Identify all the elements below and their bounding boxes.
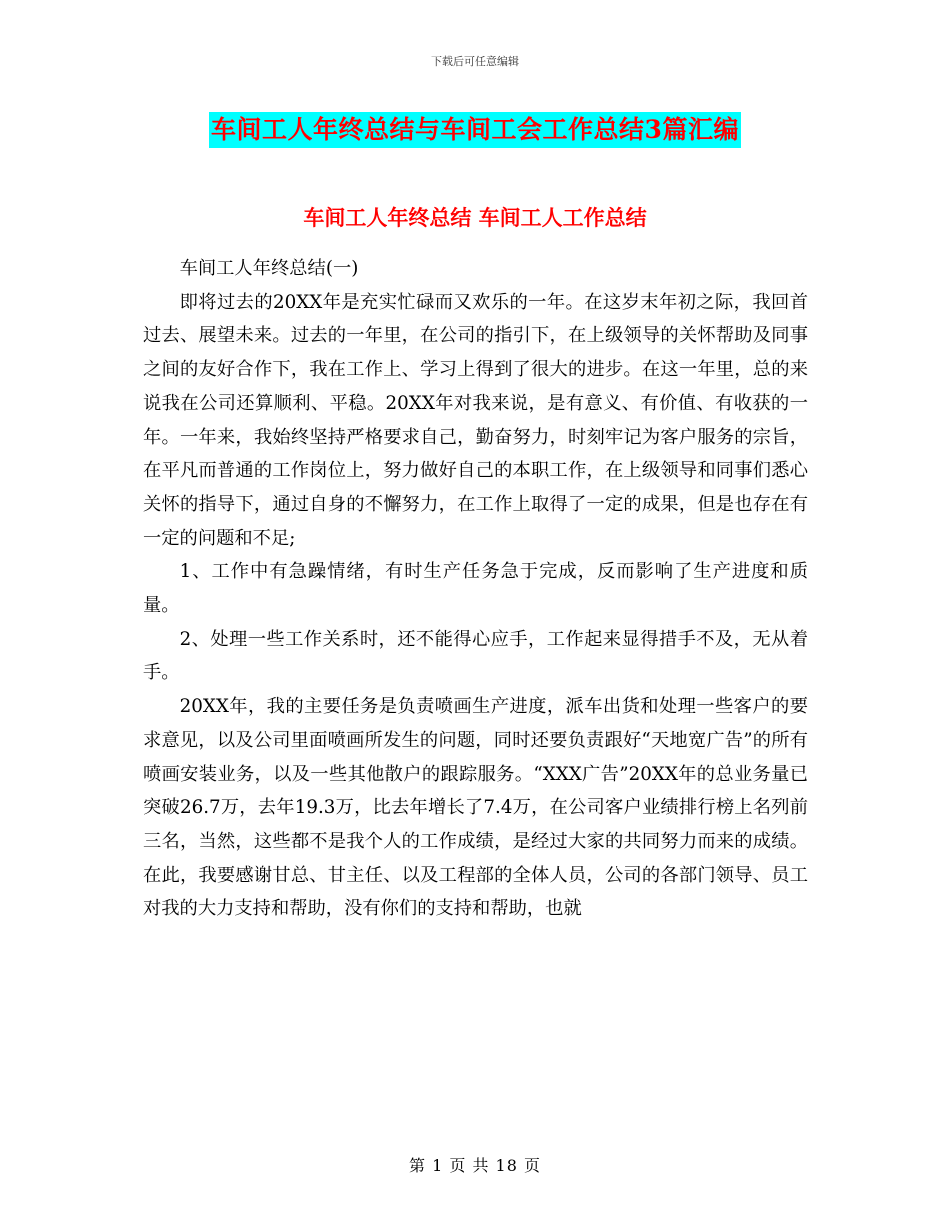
sub-title: 车间工人年终总结 车间工人工作总结 [303, 205, 647, 230]
paragraph: 2、处理一些工作关系时，还不能得心应手，工作起来显得措手不及，无从着手。 [143, 628, 808, 684]
paragraph: 20XX年，我的主要任务是负责喷画生产进度，派车出货和处理一些客户的要求意见，以及公司里面喷画所发生的问题，同时还要负责跟好“天地宽广告”的所有喷画安装业务，以及一些其他散户的跟踪服务。“XXX广告”20XX年的总业务量已突破26.7万，去年19.3万，比去年增长了7.4万，在公司客户业绩排行榜上名列前三名，当然，这些都不是我个人的工作成绩，是经过大家的共同努力而来的成绩。在此，我要感谢甘总、甘主任、以及工程部的全体人员，公司的各部门领导、员工对我的大力支持和帮助，没有你们的支持和帮助，也就 [143, 696, 808, 920]
paragraph: 1、工作中有急躁情绪，有时生产任务急于完成，反而影响了生产进度和质量。 [143, 561, 808, 617]
main-title: 车间工人年终总结与车间工会工作总结3篇汇编 [209, 112, 741, 148]
paragraph: 即将过去的20XX年是充实忙碌而又欢乐的一年。在这岁末年初之际，我回首过去、展望未来。过去的一年里，在公司的指引下，在上级领导的关怀帮助及同事之间的友好合作下，我在工作上、学习上得到了很大的进步。在这一年里，总的来说我在公司还算顺利、平稳。20XX年对我来说，是有意义、有价值、有收获的一年。一年来，我始终坚持严格要求自己，勤奋努力，时刻牢记为客户服务的宗旨，在平凡而普通的工作岗位上，努力做好自己的本职工作，在上级领导和同事们悉心关怀的指导下，通过自身的不懈努力，在工作上取得了一定的成果，但是也存在有一定的问题和不足; [143, 291, 808, 549]
header-note: 下载后可任意编辑 [431, 55, 519, 68]
page-footer: 第 1 页 共 18 页 [409, 1156, 541, 1175]
document-body [143, 222, 808, 926]
main-title-container [0, 112, 950, 148]
section-label: 车间工人年终总结(一) [179, 258, 359, 279]
